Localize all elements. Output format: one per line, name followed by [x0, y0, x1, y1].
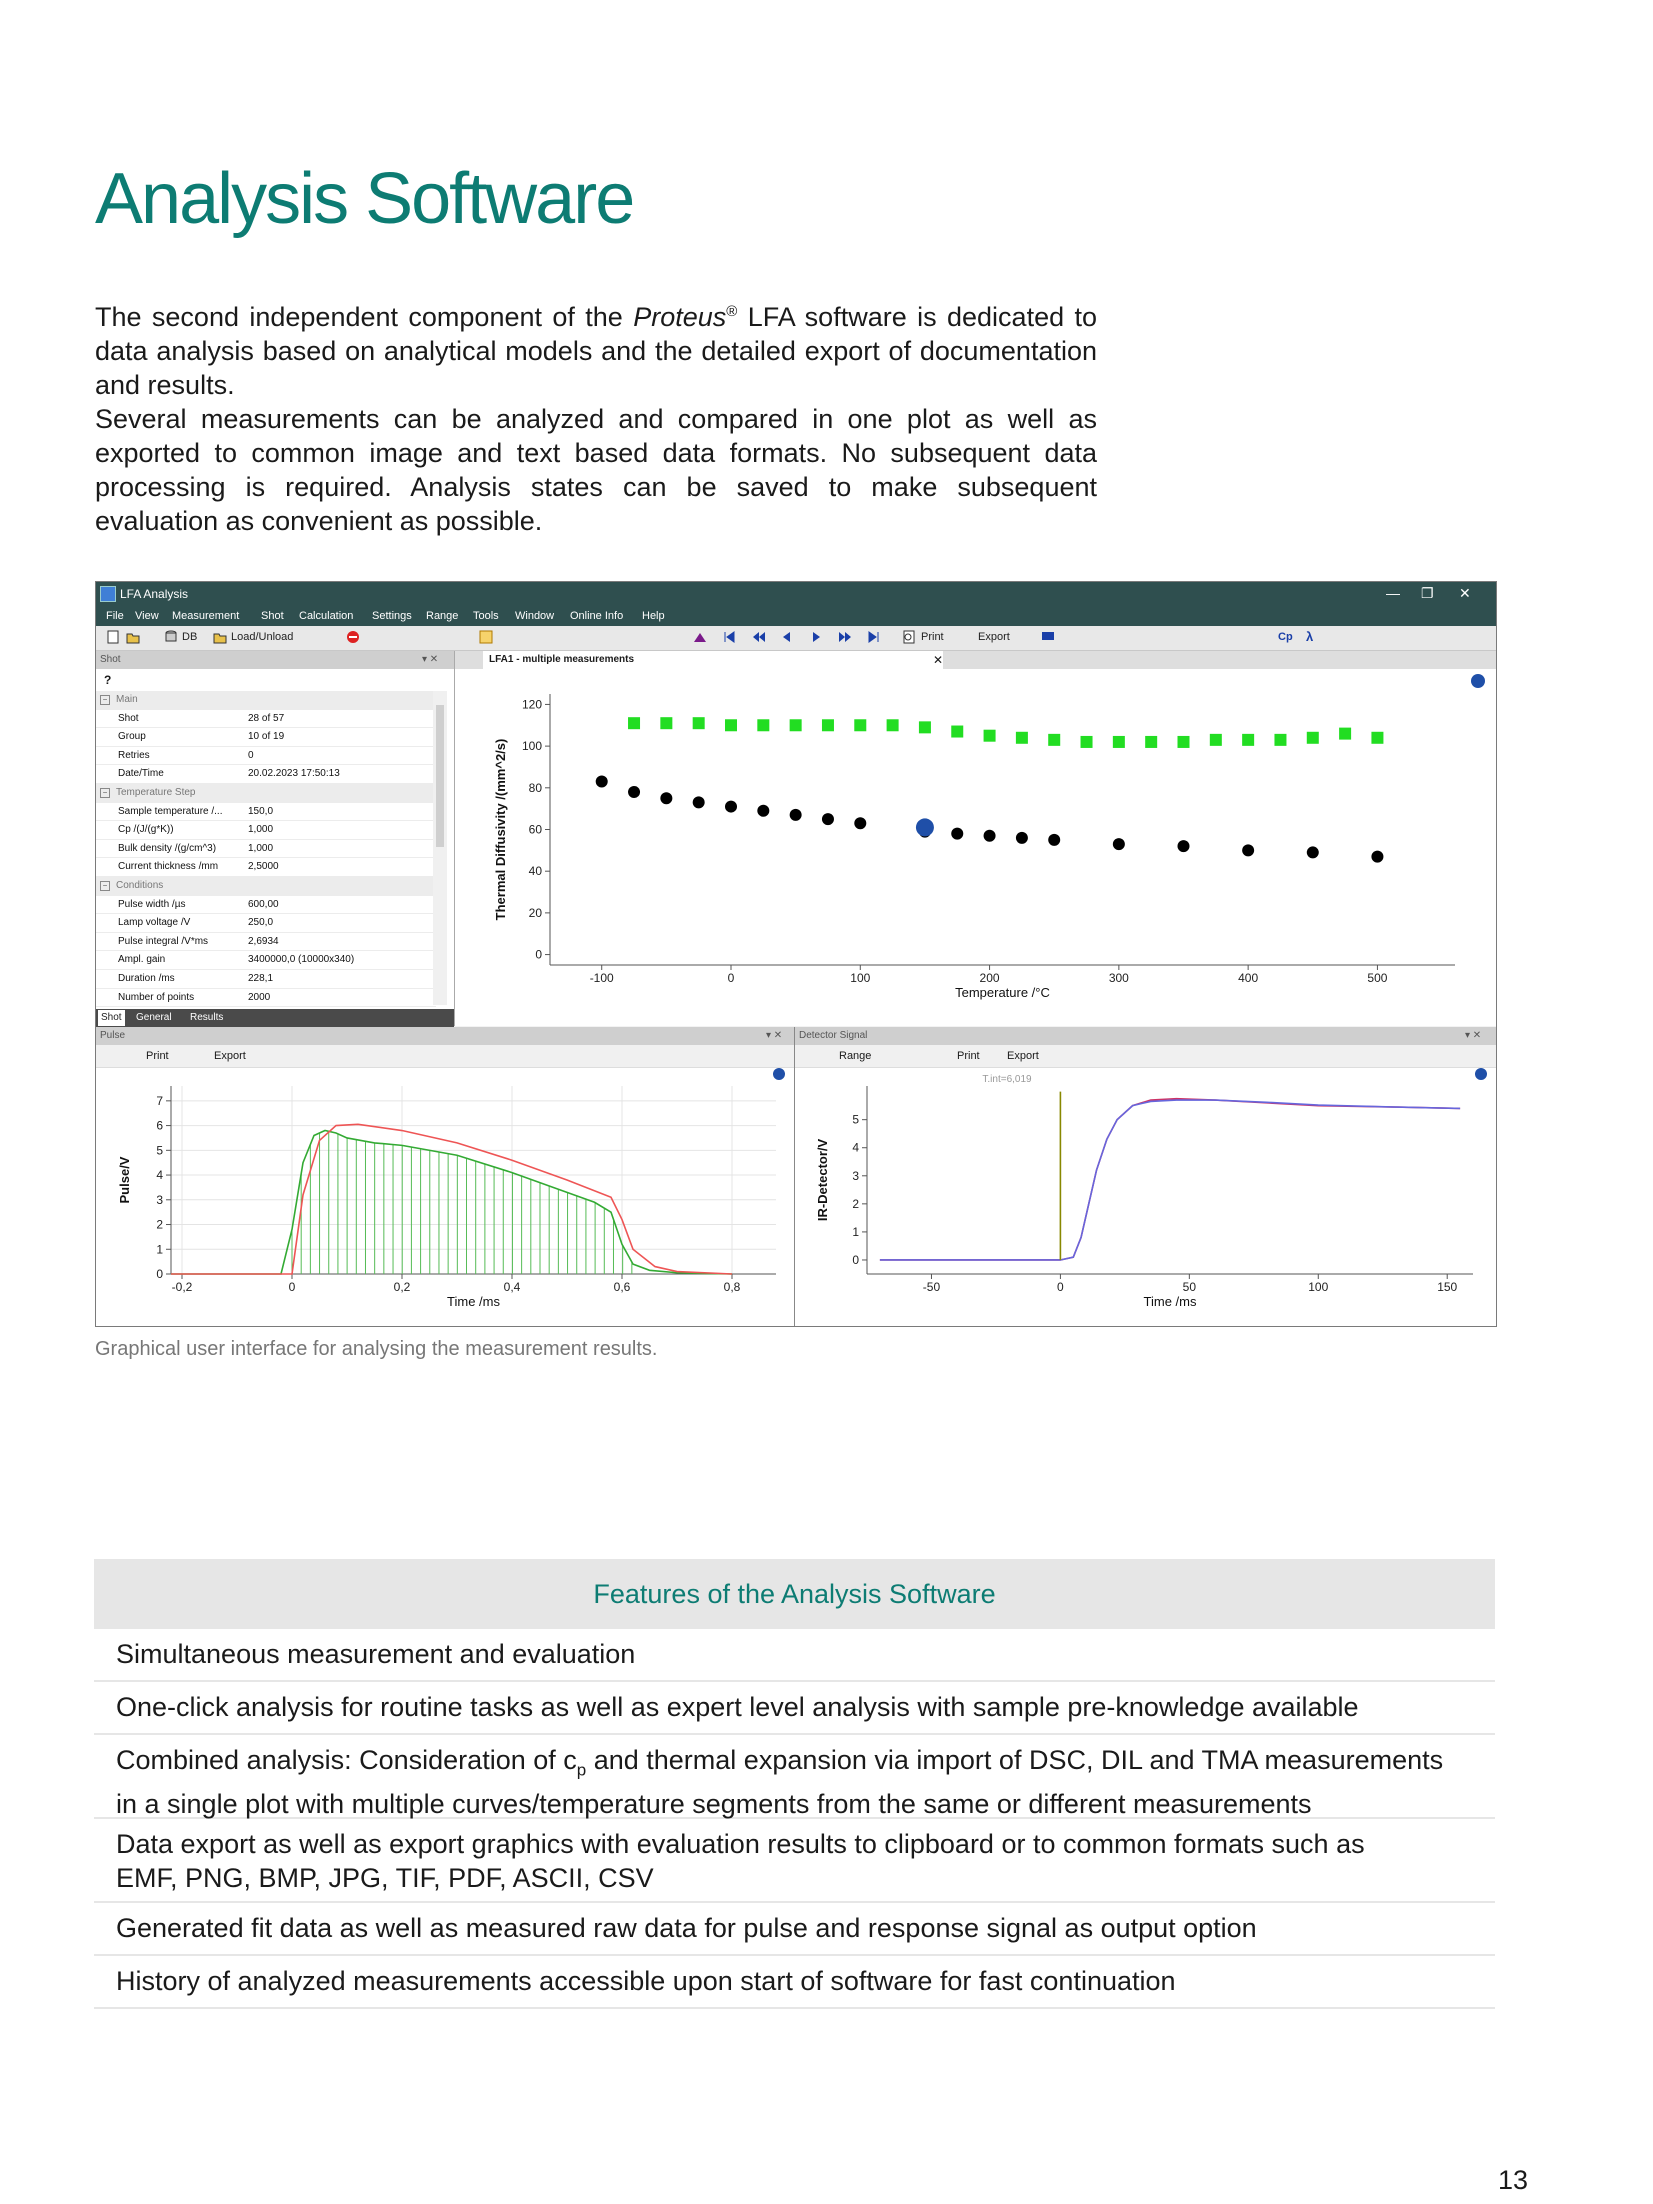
data-point-circle: [822, 813, 834, 825]
menu-file[interactable]: File: [106, 610, 124, 622]
shot-panel-title: Shot: [100, 654, 121, 665]
scroll-thumb[interactable]: [436, 705, 444, 847]
feature-row-4-line-1: Data export as well as export graphics with evaluation results to clipboard or to common formats such as: [116, 1829, 1365, 1859]
y-tick-label: 120: [521, 697, 542, 712]
data-point-square: [757, 719, 769, 731]
feature-row-1: Simultaneous measurement and evaluation: [94, 1629, 1495, 1682]
y-axis-label: IR-Detector/V: [815, 1138, 830, 1222]
menu-range[interactable]: Range: [426, 610, 459, 622]
tab-shot[interactable]: Shot: [98, 1010, 125, 1026]
shot-properties-panel: [96, 651, 455, 1026]
property-key: Retries: [118, 749, 150, 761]
property-row[interactable]: [96, 840, 436, 859]
y-tick-label: 100: [521, 739, 542, 754]
window-title: LFA Analysis: [120, 587, 189, 601]
marker-label: T.int=6,019: [982, 1074, 1032, 1085]
series-line-signal: [880, 1099, 1460, 1260]
x-tick-label: 0: [1057, 1280, 1064, 1294]
info-icon: [773, 1068, 785, 1080]
feature-row-6: History of analyzed measurements accessible upon start of software for fast continuation: [94, 1956, 1495, 2009]
intro-p1-reg: ®: [726, 303, 738, 320]
y-tick-label: 40: [528, 864, 542, 879]
data-point-square: [1274, 734, 1286, 746]
info-icon: [1475, 1068, 1487, 1080]
tab-results[interactable]: Results: [190, 1012, 224, 1023]
property-key: Sample temperature /...: [118, 805, 223, 817]
data-point-square: [725, 719, 737, 731]
data-point-circle: [1371, 851, 1383, 863]
new-file-icon[interactable]: [106, 630, 120, 644]
property-row[interactable]: [96, 933, 436, 952]
y-tick-label: 1: [156, 1242, 163, 1257]
print-button[interactable]: Print: [921, 631, 944, 643]
y-tick-label: 4: [156, 1168, 163, 1183]
x-tick-label: 0,6: [613, 1280, 631, 1294]
property-value: 228,1: [248, 972, 274, 984]
figure-caption: Graphical user interface for analysing the measurement results.: [95, 1338, 658, 1360]
x-tick-label: 150: [1437, 1280, 1458, 1294]
detector-range-button[interactable]: Range: [839, 1050, 872, 1062]
data-point-square: [660, 717, 672, 729]
feature-row-3-line-2: in a single plot with multiple curves/temperature segments from the same or different measurements: [116, 1789, 1312, 1820]
help-icon[interactable]: ?: [104, 673, 112, 687]
data-point-circle: [1242, 844, 1254, 856]
pulse-panel-controls[interactable]: ▾ ✕: [766, 1030, 783, 1041]
data-point-square: [1016, 732, 1028, 744]
data-point-square: [1339, 728, 1351, 740]
x-tick-label: 500: [1367, 971, 1388, 985]
y-tick-label: 7: [156, 1093, 163, 1108]
prev-icon[interactable]: [780, 630, 794, 644]
pulse-panel-header: [96, 1027, 794, 1045]
property-value: 2000: [248, 991, 271, 1003]
feature-row-3-line-1: [116, 1743, 1473, 1787]
property-key: Lamp voltage /V: [118, 917, 191, 929]
collapse-icon[interactable]: −: [100, 695, 110, 705]
y-tick-label: 2: [852, 1196, 859, 1211]
detector-print-button[interactable]: Print: [957, 1050, 980, 1062]
close-window-button[interactable]: ✕: [1459, 585, 1471, 601]
data-point-square: [919, 721, 931, 733]
property-key: Bulk density /(g/cm^3): [118, 842, 217, 854]
print-preview-icon[interactable]: [902, 630, 916, 644]
data-point-square: [854, 719, 866, 731]
intro-p1-emph: Proteus: [633, 302, 727, 332]
y-tick-label: 20: [528, 905, 542, 920]
property-value: 150,0: [248, 805, 274, 817]
data-point-circle: [1113, 838, 1125, 850]
x-tick-label: 0: [288, 1280, 296, 1294]
intro-text: [95, 295, 1097, 538]
db-button[interactable]: DB: [182, 631, 198, 643]
next-icon[interactable]: [809, 630, 823, 644]
property-row[interactable]: [96, 747, 436, 766]
menu-measurement[interactable]: Measurement: [172, 610, 240, 622]
pulse-panel: [96, 1027, 795, 1326]
data-point-square: [1113, 736, 1125, 748]
property-row[interactable]: [96, 951, 436, 970]
menu-window[interactable]: Window: [515, 610, 555, 622]
detector-signal-chart[interactable]: [795, 1068, 1496, 1326]
property-key: Shot: [118, 712, 139, 724]
x-tick-label: 0: [727, 971, 735, 985]
selected-data-point: [916, 818, 934, 836]
x-tick-label: 50: [1182, 1280, 1197, 1294]
data-point-square: [887, 719, 899, 731]
y-tick-label: 6: [156, 1118, 163, 1133]
x-axis-label: Time /ms: [447, 1294, 500, 1309]
data-point-square: [951, 726, 963, 738]
property-value: 3400000,0 (10000x340): [248, 954, 355, 966]
property-value: 250,0: [248, 917, 274, 929]
menu-help[interactable]: Help: [642, 610, 665, 622]
data-point-square: [1048, 734, 1060, 746]
detector-panel: [795, 1027, 1496, 1326]
feature-row-4: [94, 1819, 1495, 1903]
detector-panel-header: [795, 1027, 1496, 1045]
data-point-square: [822, 719, 834, 731]
data-point-circle: [693, 796, 705, 808]
property-row[interactable]: [96, 896, 436, 915]
x-tick-label: 100: [1308, 1280, 1329, 1294]
property-value: 10 of 19: [248, 731, 285, 743]
x-tick-label: 300: [1108, 971, 1129, 985]
property-category[interactable]: [96, 784, 436, 803]
features-heading: Features of the Analysis Software: [94, 1559, 1495, 1629]
intro-paragraph-1: [95, 295, 1097, 402]
menu-tools[interactable]: Tools: [473, 610, 499, 622]
feature-row-4-line-2: EMF, PNG, BMP, JPG, TIF, PDF, ASCII, CSV: [116, 1863, 654, 1893]
x-tick-label: -50: [922, 1280, 941, 1294]
database-icon[interactable]: [164, 630, 178, 644]
property-row[interactable]: [96, 858, 436, 877]
feature-row-5: Generated fit data as well as measured raw data for pulse and response signal as output option: [94, 1903, 1495, 1956]
pulse-print-button[interactable]: Print: [146, 1050, 169, 1062]
property-key: Number of points: [118, 991, 195, 1003]
property-key: Ampl. gain: [118, 954, 166, 966]
property-value: 0: [248, 749, 254, 761]
menu-shot[interactable]: Shot: [261, 610, 284, 622]
pulse-chart[interactable]: [96, 1068, 794, 1326]
tab-lfa1-label: LFA1 - multiple measurements: [489, 654, 635, 665]
y-axis-label: Pulse/V: [117, 1156, 132, 1204]
y-tick-label: 80: [528, 780, 542, 795]
x-tick-label: 0,2: [393, 1280, 411, 1294]
main-plot-panel: [455, 651, 1496, 1026]
property-row[interactable]: [96, 989, 436, 1008]
property-key: Group: [118, 731, 146, 743]
y-tick-label: 5: [852, 1112, 859, 1127]
y-tick-label: 5: [156, 1143, 163, 1158]
export-button[interactable]: Export: [978, 631, 1010, 643]
y-tick-label: 1: [852, 1224, 859, 1239]
data-point-circle: [951, 828, 963, 840]
property-value: 1,000: [248, 824, 274, 836]
y-tick-label: 0: [535, 947, 542, 962]
x-tick-label: 0,4: [503, 1280, 521, 1294]
property-value: 28 of 57: [248, 712, 285, 724]
main-plot-tabbar: [455, 651, 1496, 670]
series-line-measured: [171, 1131, 732, 1274]
data-point-circle: [790, 809, 802, 821]
x-tick-label: 100: [850, 971, 871, 985]
detector-toolbar: [795, 1045, 1496, 1068]
property-value: 2,6934: [248, 935, 279, 947]
software-screenshot: [95, 581, 1497, 1327]
property-row[interactable]: [96, 728, 436, 747]
x-tick-label: -100: [589, 971, 614, 985]
menu-online-info[interactable]: Online Info: [570, 610, 624, 622]
property-grid: [96, 691, 436, 1007]
data-point-square: [1145, 736, 1157, 748]
property-key: Duration /ms: [118, 972, 175, 984]
feature-row-2: One-click analysis for routine tasks as well as expert level analysis with sample pre-knowledge available: [94, 1682, 1495, 1735]
data-point-square: [1178, 736, 1190, 748]
fast-forward-icon[interactable]: [838, 630, 852, 644]
intro-p1-pre: The second independent component of the: [95, 302, 634, 332]
property-row[interactable]: [96, 821, 436, 840]
property-key: Pulse width /µs: [118, 898, 186, 910]
minimize-button[interactable]: —: [1386, 585, 1400, 601]
data-point-circle: [628, 786, 640, 798]
property-row[interactable]: [96, 970, 436, 989]
menu-calculation[interactable]: Calculation: [299, 610, 354, 622]
feature-row-3-pre: Combined analysis: Consideration of c: [116, 1745, 577, 1775]
x-tick-label: 400: [1238, 971, 1259, 985]
x-axis-label: Temperature /°C: [955, 985, 1050, 1000]
highlight-icon[interactable]: [479, 630, 493, 644]
data-point-circle: [1016, 832, 1028, 844]
tab-general[interactable]: General: [136, 1012, 172, 1023]
first-icon[interactable]: [722, 630, 736, 644]
x-tick-label: 200: [979, 971, 1000, 985]
property-key: Pulse integral /V*ms: [118, 935, 209, 947]
property-row[interactable]: [96, 803, 436, 822]
data-point-circle: [1307, 846, 1319, 858]
page-number: 13: [1498, 2165, 1529, 2195]
window-titlebar: [96, 582, 1496, 606]
detector-panel-controls[interactable]: ▾ ✕: [1465, 1030, 1482, 1041]
thermal-diffusivity-chart[interactable]: [455, 669, 1496, 1026]
y-tick-label: 0: [156, 1267, 163, 1281]
property-key: Conditions: [116, 879, 164, 891]
feature-row-3-post: and thermal expansion via import of DSC, DIL and TMA measurements: [586, 1745, 1444, 1775]
lambda-button[interactable]: λ: [1306, 629, 1314, 644]
y-tick-label: 3: [156, 1192, 163, 1207]
page-title: Analysis Software: [95, 159, 634, 239]
menu-view[interactable]: View: [135, 610, 159, 622]
detector-panel-title: Detector Signal: [799, 1030, 868, 1041]
property-scrollbar[interactable]: [433, 691, 447, 1005]
tab-lfa1[interactable]: [483, 651, 943, 669]
app-icon: [100, 586, 116, 602]
close-tab-icon[interactable]: ✕: [933, 653, 944, 667]
x-tick-label: 0,8: [723, 1280, 741, 1294]
load-icon[interactable]: [213, 630, 227, 644]
monitor-icon[interactable]: [1041, 630, 1055, 644]
features-table: [94, 1559, 1495, 2009]
y-tick-label: 60: [528, 822, 542, 837]
intro-paragraph-2: Several measurements can be analyzed and compared in one plot as well as exported to common image and text based data formats. No subsequent data processing is required. Analysis states can be saved to make subsequent evaluation as convenient as possible.: [95, 404, 1097, 536]
data-point-square: [790, 719, 802, 731]
data-point-square: [1242, 734, 1254, 746]
y-tick-label: 0: [852, 1252, 859, 1267]
property-category[interactable]: [96, 877, 436, 896]
data-point-square: [628, 717, 640, 729]
data-point-circle: [984, 830, 996, 842]
pulse-toolbar: [96, 1045, 794, 1068]
series-line-fit: [171, 1124, 732, 1274]
menu-bar: [96, 606, 1496, 626]
cp-button[interactable]: Cp: [1278, 631, 1293, 643]
open-folder-icon[interactable]: [126, 630, 140, 644]
left-panel-tabs: [96, 1009, 454, 1027]
pulse-panel-title: Pulse: [100, 1030, 126, 1041]
data-point-circle: [1048, 834, 1060, 846]
feature-row-3: [94, 1735, 1495, 1819]
data-point-square: [1210, 734, 1222, 746]
rewind-icon[interactable]: [752, 630, 766, 644]
intro-p1-post: LFA software is dedicated to data analysis based on analytical models and the detailed export of documentation and results.: [95, 302, 1098, 400]
property-value: 2,5000: [248, 861, 279, 873]
property-category[interactable]: [96, 691, 436, 710]
info-icon: [1471, 674, 1485, 688]
x-axis-label: Time /ms: [1143, 1294, 1197, 1309]
stop-icon[interactable]: [346, 630, 360, 644]
data-point-square: [1081, 736, 1093, 748]
y-tick-label: 4: [852, 1140, 859, 1155]
property-key: Temperature Step: [116, 786, 196, 798]
data-point-circle: [1178, 840, 1190, 852]
y-axis-label: Thermal Diffusivity /(mm^2/s): [493, 738, 508, 921]
y-tick-label: 3: [852, 1168, 859, 1183]
restore-button[interactable]: ❐: [1421, 585, 1434, 601]
x-tick-label: -0,2: [171, 1280, 193, 1294]
property-row[interactable]: [96, 914, 436, 933]
data-point-square: [984, 730, 996, 742]
property-value: 20.02.2023 17:50:13: [248, 768, 340, 780]
property-value: 600,00: [248, 898, 279, 910]
data-point-circle: [660, 792, 672, 804]
y-tick-label: 2: [156, 1217, 163, 1232]
property-row[interactable]: [96, 710, 436, 729]
property-value: 1,000: [248, 842, 274, 854]
shot-panel-controls[interactable]: ▾ ✕: [422, 654, 439, 665]
property-key: Main: [116, 694, 138, 705]
shot-panel-header: [96, 651, 454, 669]
property-key: Date/Time: [118, 768, 164, 780]
property-row[interactable]: [96, 765, 436, 784]
data-point-circle: [854, 817, 866, 829]
property-key: Current thickness /mm: [118, 861, 219, 873]
data-point-circle: [596, 776, 608, 788]
data-point-circle: [757, 805, 769, 817]
collapse-icon[interactable]: −: [100, 881, 110, 891]
cp-subscript: p: [576, 1760, 587, 1780]
data-point-square: [693, 717, 705, 729]
main-toolbar: [96, 626, 1496, 651]
property-key: Cp /(J/(g*K)): [118, 824, 174, 836]
data-point-square: [1371, 732, 1383, 744]
collapse-icon[interactable]: −: [100, 788, 110, 798]
series-line-fit: [880, 1100, 1460, 1260]
data-point-circle: [725, 801, 737, 813]
data-point-square: [1307, 732, 1319, 744]
detector-export-button[interactable]: Export: [1007, 1050, 1039, 1062]
triangle-up-icon[interactable]: [693, 630, 707, 644]
last-icon[interactable]: [867, 630, 881, 644]
pulse-export-button[interactable]: Export: [214, 1050, 246, 1062]
load-unload-button[interactable]: Load/Unload: [231, 631, 294, 643]
menu-settings[interactable]: Settings: [372, 610, 412, 622]
